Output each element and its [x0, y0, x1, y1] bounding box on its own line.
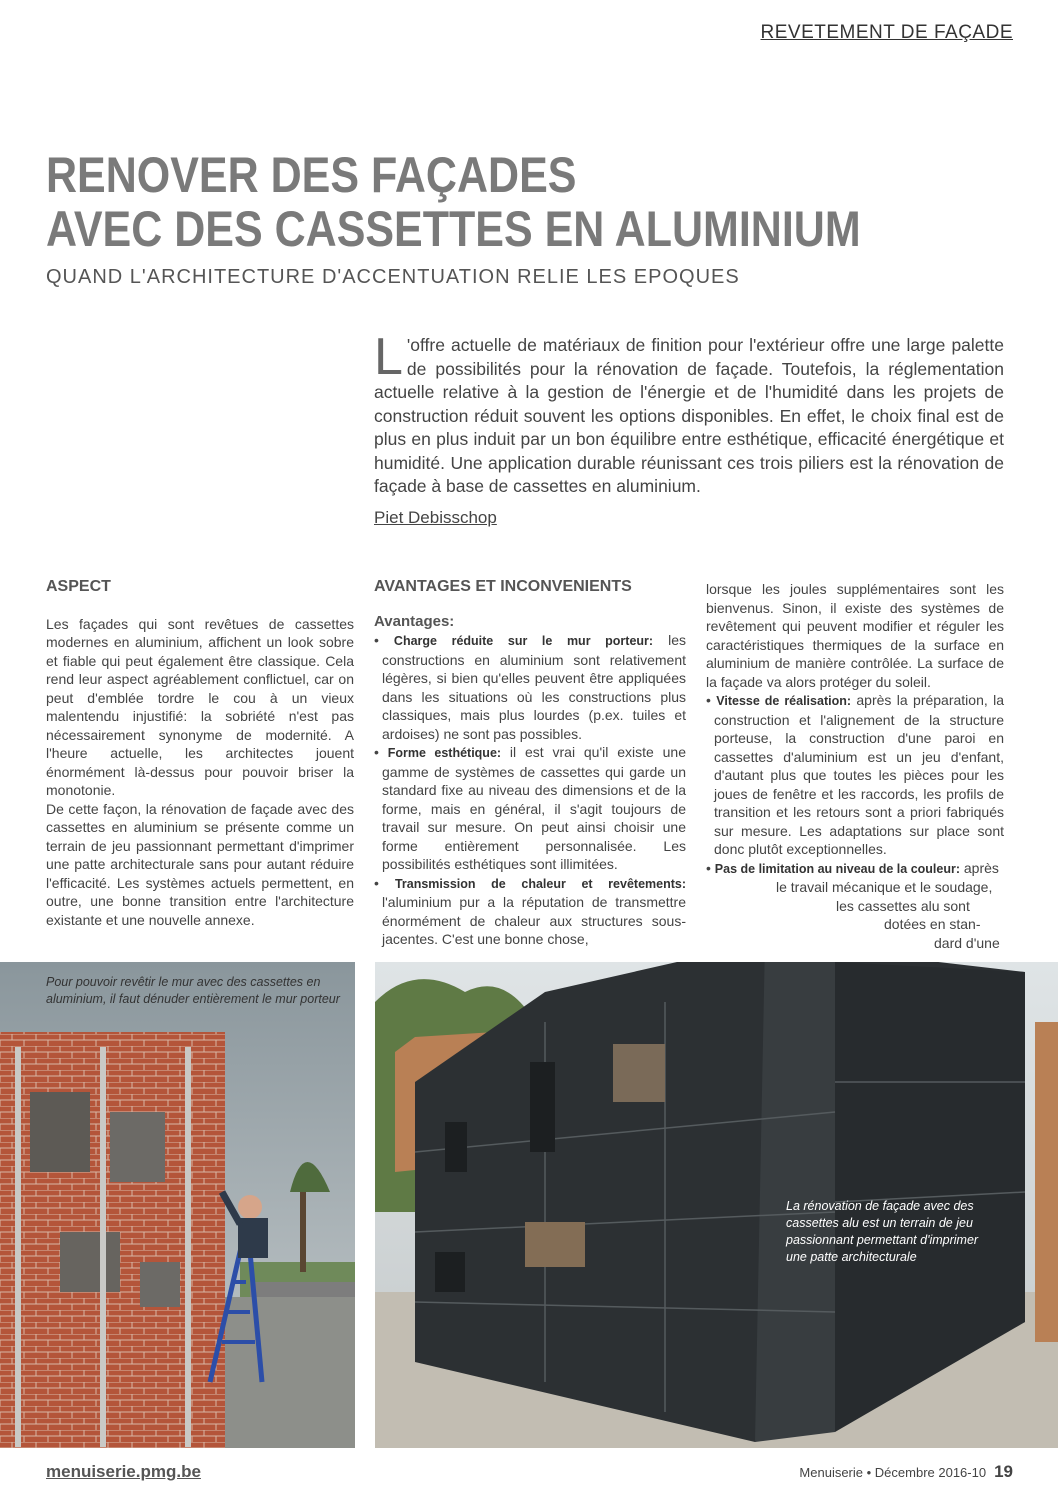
- article-subtitle: QUAND L'ARCHITECTURE D'ACCENTUATION RELIE LES EPOQUES: [46, 266, 740, 288]
- col3-tail-line: le travail mécanique et le soudage,: [776, 879, 993, 895]
- section-tag: REVETEMENT DE FAÇADE: [760, 22, 1013, 43]
- intro-text: 'offre actuelle de matériaux de finition pour l'extérieur offre une large palette de possibilités pour la rénovation de façade. Toutefois, la réglementation actuelle relative à la gestion de l'énergie et de l'humidité dans les projets de construction réduit souvent les options disponibles. En effet, le choix final est de plus en plus induit par un bon équilibre entre esthétique, efficacité énergétique et humidité. Une application durable réunissant ces trois piliers est la rénovation de façade à base de cassettes en aluminium.: [374, 335, 1004, 496]
- advantage-text: l'aluminium pur a la réputation de transmettre énormément de chaleur aux structures sous-jacentes. C'est une bonne chose,: [382, 894, 686, 947]
- dropcap: L: [374, 328, 403, 386]
- advantage-text: après: [960, 859, 999, 876]
- advantage-item: • Charge réduite sur le mur porteur: les constructions en aluminium sont relativement légères, si bien qu'elles peuvent être appliquées dans les situations où les constructions plus classiques, mais plus lourdes (p.ex. tuiles et ardoises) ne sont pas possibles.: [374, 632, 686, 742]
- aspect-heading: ASPECT: [46, 578, 111, 595]
- caption-right: La rénovation de façade avec des cassettes alu est un terrain de jeu passionnant permettant d'imprimer une patte architecturale: [786, 1199, 979, 1264]
- author-link[interactable]: Piet Debisschop: [374, 508, 497, 527]
- advantage-item: • Transmission de chaleur et revêtements: l'aluminium pur a la réputation de transmettre énormément de chaleur aux structures sous-jacentes. C'est une bonne chose,: [374, 874, 686, 947]
- advantage-label: Transmission de chaleur et revêtements:: [394, 876, 686, 891]
- advantage-item: • Pas de limitation au niveau de la couleur: après: [706, 859, 999, 876]
- advantage-label: Charge réduite sur le mur porteur:: [393, 634, 654, 648]
- avantages-subheading: Avantages:: [374, 612, 455, 630]
- col3-tail-line: dard d'une: [934, 934, 1000, 951]
- column-aspect: [46, 578, 354, 929]
- column-avantages: [374, 578, 686, 949]
- col3-tail-line: les cassettes alu sont: [836, 897, 970, 914]
- footer-magazine: Menuiserie • Décembre 2016-10: [799, 1465, 987, 1480]
- aspect-paragraph-1: Les façades qui sont revêtues de cassettes modernes en aluminium, affichent un look sobre et fiable qui peut également être classique. Cela rend leur aspect agréablement conflictuel, car on peut d'emblée tordre le cou à un vieux malentendu injustifié: la sobriété n'est pas nécessairement synonyme de modernité. A l'heure actuelle, les architectes jouent énormément là-dessus pour pouvoir briser la monotonie.: [46, 615, 354, 798]
- avantages-heading: AVANTAGES ET INCONVENIENTS: [374, 578, 632, 595]
- col3-lead: lorsque les joules supplémentaires sont les bienvenus. Sinon, il existe des systèmes de revêtement qui peuvent modifier et réguler les caractéristiques thermiques de la surface en aluminium de manière contrôlée. La surface de la façade va alors protéger du soleil.: [706, 581, 1004, 690]
- advantage-item: • Forme esthétique: il est vrai qu'il existe une gamme de systèmes de cassettes qui garde un standard fixe au niveau des dimensions et de la forme, mais en général, il s'agit toujours de travail sur mesure. On peut ainsi choisir une forme entièrement personnalisée. Les possibilités esthétiques sont illimitées.: [374, 744, 686, 872]
- col3-tail-line: dotées en stan-: [884, 916, 981, 932]
- intro-paragraph: [374, 328, 1004, 499]
- article-title: [46, 148, 861, 256]
- advantage-label: Vitesse de réalisation:: [716, 694, 852, 708]
- photo-brick-wall: [0, 962, 355, 1448]
- advantage-label: Forme esthétique:: [387, 746, 502, 760]
- advantage-label: Pas de limitation au niveau de la couleur:: [714, 861, 960, 876]
- aspect-paragraph-2: De cette façon, la rénovation de façade avec des cassettes en aluminium se présente comme un terrain de jeu passionnant permettant d'imprimer une patte architecturale sans pour autant réduire l'efficacité. Les systèmes actuels permettent, en outre, une bonne transition entre l'architecture existante et une nouvelle annexe.: [46, 800, 354, 928]
- title-line-2: AVEC DES CASSETTES EN ALUMINIUM: [46, 201, 861, 257]
- column-3: [706, 580, 1004, 952]
- page-number: 19: [994, 1462, 1013, 1481]
- advantage-text: il est vrai qu'il existe une gamme de systèmes de cassettes qui garde un standard fixe au niveau des dimensions et de la forme, mais en général, il s'agit toujours de travail sur mesure. On peut ainsi choisir une forme entièrement personnalisée. Les possibilités esthétiques sont illimitées.: [382, 744, 686, 872]
- caption-left: Pour pouvoir revêtir le mur avec des cassettes en aluminium, il faut dénuder entièrement le mur porteur: [46, 975, 340, 1006]
- footer-right: [799, 1462, 1013, 1482]
- title-line-1: RENOVER DES FAÇADES: [46, 147, 577, 203]
- advantage-text: après la préparation, la construction et l'alignement de la structure porteuse, la construction d'une paroi en cassettes d'aluminium est un jeu d'enfant, d'autant plus que toutes les pièces pour les joues de fenêtre et les raccords, les profils de transition et les retours sont a priori fabriqués sur mesure. Les adaptations sur place sont donc plutôt exceptionnelles.: [714, 692, 1005, 857]
- brick-wall-illustration: [0, 962, 355, 1448]
- advantage-item: • Vitesse de réalisation: après la préparation, la construction et l'alignement de la structure porteuse, la construction d'une paroi en cassettes d'aluminium est un jeu d'enfant, d'autant plus que toutes les pièces pour les joues de fenêtre et les raccords, les profils de transition et les retours sont a priori fabriqués sur mesure. Les adaptations sur place sont donc plutôt exceptionnelles.: [706, 692, 1005, 857]
- footer-site-link[interactable]: menuiserie.pmg.be: [46, 1462, 201, 1481]
- advantage-text: les constructions en aluminium sont relativement légères, si bien qu'elles peuvent être appliquées dans les situations où les constructions plus classiques, mais plus lourdes (p.ex. tuiles et ardoises) ne sont pas possibles.: [382, 632, 686, 742]
